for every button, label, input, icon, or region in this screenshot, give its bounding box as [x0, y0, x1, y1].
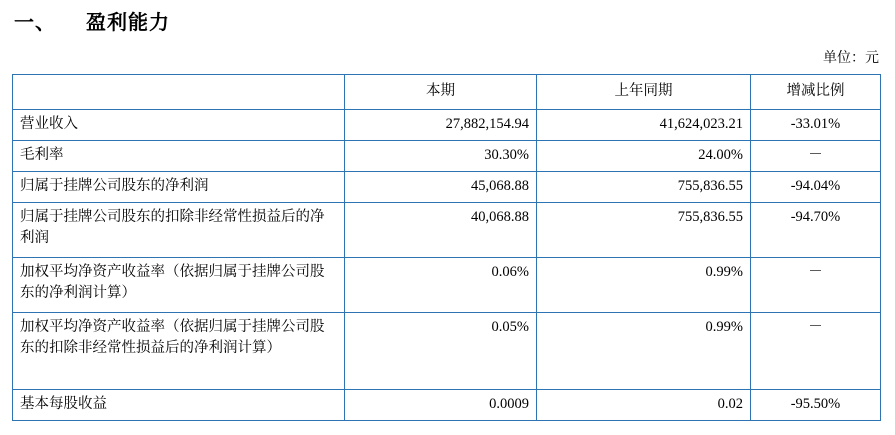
profitability-table [12, 74, 881, 421]
row-change-value: -95.50% [751, 390, 881, 421]
table-row [13, 141, 881, 172]
row-change-value: － [751, 313, 881, 390]
row-current-value: 0.06% [345, 258, 537, 313]
row-change-value: -33.01% [751, 110, 881, 141]
row-current-value: 0.0009 [345, 390, 537, 421]
row-previous-value: 755,836.55 [537, 203, 751, 258]
row-previous-value: 41,624,023.21 [537, 110, 751, 141]
row-current-value: 45,068.88 [345, 172, 537, 203]
row-change-value: － [751, 258, 881, 313]
row-previous-value: 0.02 [537, 390, 751, 421]
row-current-value: 30.30% [345, 141, 537, 172]
table-row [13, 172, 881, 203]
column-header-current: 本期 [345, 75, 537, 110]
row-label: 毛利率 [13, 141, 345, 172]
row-previous-value: 0.99% [537, 313, 751, 390]
table-row [13, 390, 881, 421]
table-row [13, 258, 881, 313]
row-previous-value: 755,836.55 [537, 172, 751, 203]
table-row [13, 313, 881, 390]
column-header-item [13, 75, 345, 110]
row-current-value: 0.05% [345, 313, 537, 390]
table-body [13, 110, 881, 421]
row-label: 归属于挂牌公司股东的净利润 [13, 172, 345, 203]
row-label: 归属于挂牌公司股东的扣除非经常性损益后的净利润 [13, 203, 345, 258]
unit-note: 单位：元 [823, 51, 879, 66]
table-row [13, 110, 881, 141]
column-header-change: 增减比例 [751, 75, 881, 110]
row-current-value: 27,882,154.94 [345, 110, 537, 141]
row-label: 加权平均净资产收益率（依据归属于挂牌公司股东的净利润计算） [13, 258, 345, 313]
section-title-text: 盈利能力 [86, 12, 170, 34]
page-title [14, 6, 170, 35]
table-row [13, 203, 881, 258]
row-change-value: － [751, 141, 881, 172]
row-change-value: -94.70% [751, 203, 881, 258]
row-label: 营业收入 [13, 110, 345, 141]
column-header-previous: 上年同期 [537, 75, 751, 110]
row-label: 基本每股收益 [13, 390, 345, 421]
table-header-row [13, 75, 881, 110]
row-change-value: -94.04% [751, 172, 881, 203]
row-previous-value: 0.99% [537, 258, 751, 313]
row-current-value: 40,068.88 [345, 203, 537, 258]
row-label: 加权平均净资产收益率（依据归属于挂牌公司股东的扣除非经常性损益后的净利润计算） [13, 313, 345, 390]
row-previous-value: 24.00% [537, 141, 751, 172]
table-header [13, 75, 881, 110]
section-number: 一、 [14, 12, 56, 34]
